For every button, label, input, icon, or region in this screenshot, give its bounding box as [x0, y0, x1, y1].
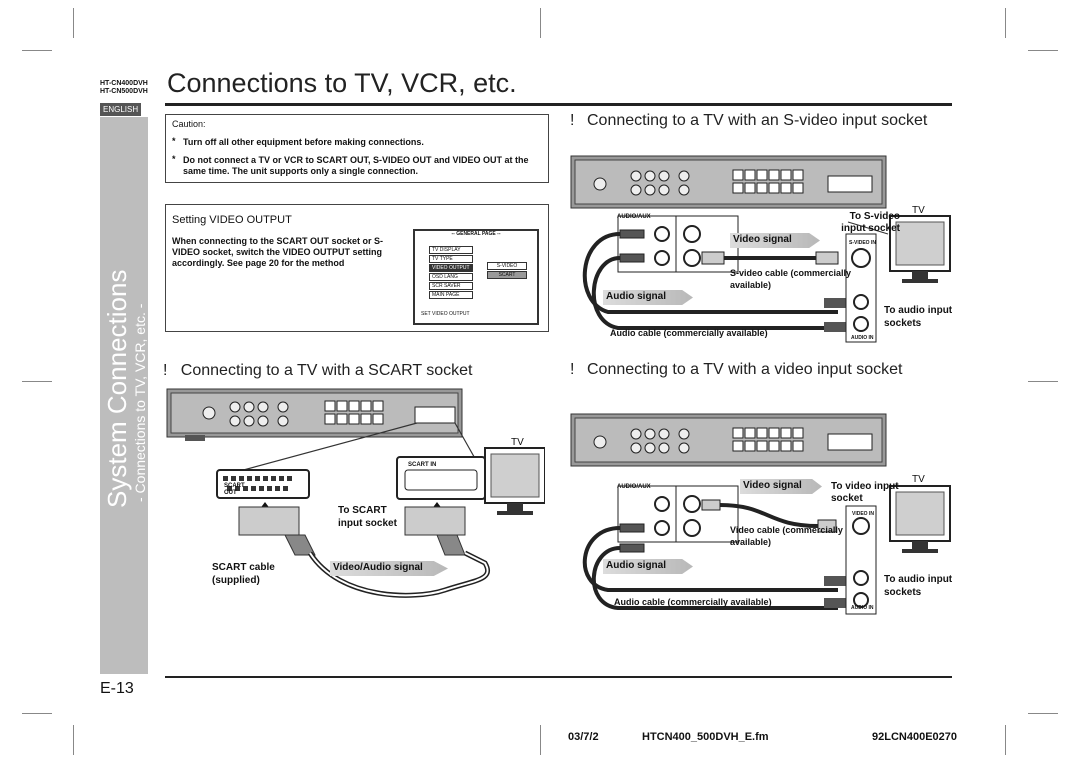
crop-mark	[73, 8, 74, 38]
audio-cable-label: Audio cable (commercially available)	[610, 328, 768, 338]
video-signal-label: Video signal	[733, 234, 792, 245]
footer-code: 92LCN400E0270	[872, 731, 958, 743]
crop-mark	[540, 725, 541, 755]
scart-out-label: SCART OUT	[224, 483, 245, 496]
footer-rule	[165, 676, 952, 678]
footer-file: HTCN400_500DVH_E.fm	[642, 731, 769, 743]
scart-cable-label: SCART cable (supplied)	[212, 562, 275, 586]
audio-in-label: AUDIO IN	[851, 605, 874, 611]
bullet-mark: !	[570, 112, 575, 129]
title-rule	[165, 103, 952, 106]
menu-item: MAIN PAGE	[429, 291, 473, 299]
svideo-heading	[570, 111, 940, 130]
menu-item: SCR SAVER	[429, 282, 473, 290]
menu-item: VIDEO OUTPUT	[429, 264, 473, 272]
audio-cable-label: Audio cable (commercially available)	[614, 597, 772, 607]
svideo-cable-label: S-video cable (commercially available)	[730, 268, 852, 290]
page-number: E-13	[100, 680, 134, 697]
heading-text: Connecting to a TV with an S-video input socket	[587, 112, 928, 129]
menu-option: SCART	[487, 271, 527, 279]
crop-mark	[22, 381, 52, 382]
footer-date: 03/7/2	[568, 731, 599, 743]
caution-item: Do not connect a TV or VCR to SCART OUT, S-VIDEO OUT and VIDEO OUT at the same time. The unit supports only a single connection.	[183, 155, 529, 176]
video-output-title: Setting VIDEO OUTPUT	[172, 214, 292, 226]
crop-mark	[22, 50, 52, 51]
page-title: Connections to TV, VCR, etc.	[167, 68, 517, 98]
video-in-label: VIDEO IN	[852, 511, 874, 517]
bullet-mark: !	[163, 362, 168, 379]
audio-signal-label: Audio signal	[606, 291, 666, 302]
crop-mark	[1028, 713, 1058, 714]
to-video-label: To video input socket	[831, 481, 899, 504]
crop-mark	[22, 713, 52, 714]
svideo-in-label: S-VIDEO IN	[849, 240, 876, 246]
to-scart-label: To SCART input socket	[338, 505, 397, 529]
subsection-title: - Connections to TV, VCR, etc. -	[132, 303, 148, 502]
video-heading	[570, 360, 930, 379]
model-list	[100, 80, 148, 96]
model-name: HT-CN500DVH	[100, 88, 148, 95]
to-audio-label: To audio input sockets	[884, 574, 953, 598]
crop-mark	[1005, 8, 1006, 38]
scart-in-label: SCART IN	[408, 462, 437, 468]
crop-mark	[1005, 725, 1006, 755]
video-signal-label: Video signal	[743, 480, 802, 491]
section-title: System Connections	[102, 269, 132, 508]
bullet-mark: *	[172, 154, 176, 164]
menu-item: OSD LANG	[429, 273, 473, 281]
menu-footer: SET VIDEO OUTPUT	[421, 311, 470, 317]
audio-aux-label: AUDIO/AUX	[617, 214, 651, 220]
audio-aux-label: AUDIO/AUX	[617, 484, 651, 490]
crop-mark	[1028, 50, 1058, 51]
scart-plug	[239, 507, 299, 535]
video-output-text: When connecting to the SCART OUT socket or S-VIDEO socket, switch the VIDEO OUTPUT setting accordingly. See page 20 for the method	[172, 236, 384, 268]
heading-text: Connecting to a TV with a SCART socket	[180, 362, 473, 379]
video-output-box	[165, 204, 549, 332]
video-cable-label: Video cable (commercially available)	[730, 525, 843, 547]
scart-plug	[405, 507, 465, 535]
menu-option: S-VIDEO	[487, 262, 527, 270]
language-tab: ENGLISH	[100, 103, 141, 116]
audio-signal-label: Audio signal	[606, 560, 666, 571]
crop-mark	[1028, 381, 1058, 382]
bullet-mark: *	[172, 136, 176, 146]
model-name: HT-CN400DVH	[100, 80, 148, 87]
signal-label: Video/Audio signal	[333, 562, 423, 573]
tv-label: TV	[912, 474, 925, 485]
to-svideo-label: To S-video input socket	[841, 211, 900, 234]
caution-box	[165, 114, 549, 183]
menu-title: -- GENERAL PAGE --	[451, 231, 501, 237]
to-audio-label: To audio input sockets	[884, 305, 953, 329]
menu-item: TV DISPLAY	[429, 246, 473, 254]
scart-heading	[163, 361, 473, 380]
heading-text: Connecting to a TV with a video input socket	[587, 361, 903, 378]
osd-menu	[413, 229, 539, 325]
tv-label: TV	[511, 437, 524, 448]
scart-out-port	[415, 407, 455, 423]
bullet-mark: !	[570, 361, 575, 378]
menu-item: TV TYPE	[429, 255, 473, 263]
crop-mark	[540, 8, 541, 38]
audio-in-label: AUDIO IN	[851, 335, 874, 341]
caution-label: Caution:	[172, 119, 206, 129]
caution-item: Turn off all other equipment before making connections.	[183, 137, 424, 147]
tv-label: TV	[912, 205, 925, 216]
crop-mark	[73, 725, 74, 755]
